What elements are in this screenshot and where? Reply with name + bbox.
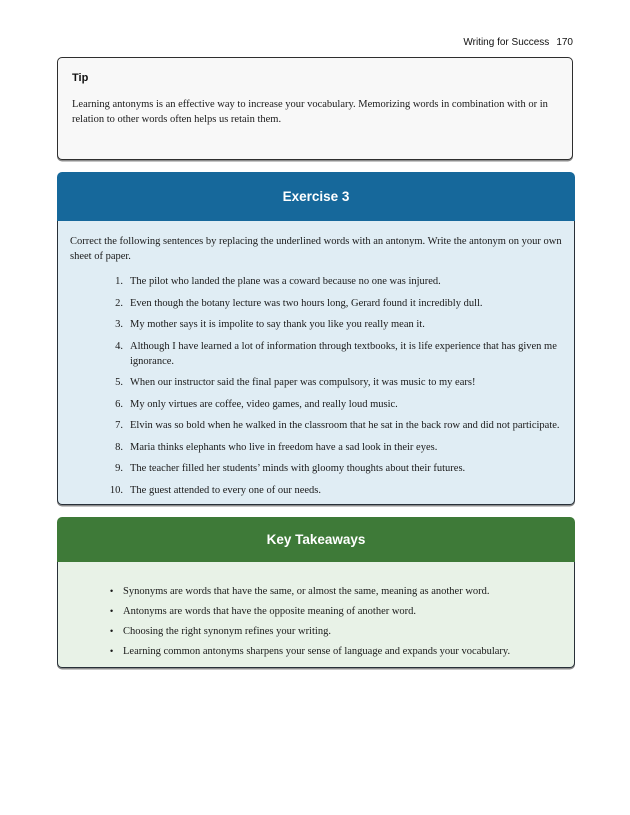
list-item <box>70 440 562 455</box>
bullet-icon: • <box>110 606 114 616</box>
list-item <box>70 375 562 390</box>
bullet-item-text: Antonyms are words that have the opposite meaning of another word. <box>123 606 417 617</box>
list-item-text: Maria thinks elephants who live in freedom have a sad look in their eyes. <box>130 441 438 453</box>
running-head <box>463 37 573 48</box>
tip-box <box>57 57 573 160</box>
list-item-text: The pilot who landed the plane was a coward because no one was injured. <box>130 276 441 287</box>
tip-heading: Tip <box>72 72 89 84</box>
key-takeaways-panel-header <box>57 517 575 562</box>
list-item-number: 1. <box>115 276 123 287</box>
list-item <box>70 461 562 476</box>
bullet-item <box>110 584 560 599</box>
list-item-number: 6. <box>115 398 123 410</box>
list-item-number: 10. <box>109 484 123 496</box>
list-item-text: Even though the botany lecture was two hours long, Gerard found it incredibly dull. <box>130 297 483 309</box>
exercise-instructions: Correct the following sentences by replacing the underlined words with an antonym. Write the antonym on your own sheet of paper. <box>70 236 562 262</box>
key-takeaways-panel-body <box>57 562 575 668</box>
list-item <box>70 418 562 433</box>
bullet-icon: • <box>110 626 114 636</box>
tip-body-text: Learning antonyms is an effective way to increase your vocabulary. Memorizing words in combination with or in relation to other words often helps us retain them. <box>72 99 548 125</box>
bullet-item <box>110 604 560 619</box>
list-item-text: The guest attended to every one of our needs. <box>130 484 321 496</box>
list-item-number: 8. <box>115 441 123 453</box>
list-item-number: 5. <box>115 377 123 388</box>
bullet-item-text: Learning common antonyms sharpens your sense of language and expands your vocabulary. <box>123 646 511 657</box>
running-head-title: Writing for Success <box>463 37 550 48</box>
list-item <box>70 274 562 289</box>
list-item-text: When our instructor said the final paper was compulsory, it was music to my ears! <box>130 377 476 388</box>
exercise-title: Exercise 3 <box>282 189 350 204</box>
list-item-text: The teacher filled her students’ minds with gloomy thoughts about their futures. <box>130 463 466 474</box>
bullet-item-text: Choosing the right synonym refines your writing. <box>123 626 331 637</box>
exercise-panel-header <box>57 172 575 221</box>
bullet-item <box>110 644 560 659</box>
list-item-text: My mother says it is impolite to say thank you like you really mean it. <box>130 319 425 330</box>
exercise-panel-body <box>57 221 575 505</box>
list-item <box>70 339 562 369</box>
list-item-text: Although I have learned a lot of information through textbooks, it is life experience that has given me ignorance. <box>130 340 557 367</box>
exercise-list <box>70 274 562 498</box>
key-takeaways-title: Key Takeaways <box>266 532 366 547</box>
running-head-page-number: 170 <box>556 37 573 48</box>
list-item <box>70 397 562 412</box>
bullet-item <box>110 624 560 639</box>
exercise-panel <box>57 172 575 505</box>
key-takeaways-panel <box>57 517 575 668</box>
list-item-number: 9. <box>115 463 123 474</box>
list-item-number: 4. <box>115 340 123 352</box>
list-item <box>70 483 562 498</box>
list-item-text: My only virtues are coffee, video games, and really loud music. <box>130 398 398 410</box>
list-item <box>70 296 562 311</box>
list-item-number: 2. <box>115 297 123 309</box>
list-item-number: 7. <box>115 420 123 431</box>
bullet-icon: • <box>110 646 114 656</box>
bullet-item-text: Synonyms are words that have the same, or almost the same, meaning as another word. <box>123 586 490 597</box>
list-item <box>70 317 562 332</box>
list-item-number: 3. <box>115 319 123 330</box>
list-item-text: Elvin was so bold when he walked in the classroom that he sat in the back row and did not participate. <box>130 420 560 431</box>
bullet-icon: • <box>110 586 114 596</box>
